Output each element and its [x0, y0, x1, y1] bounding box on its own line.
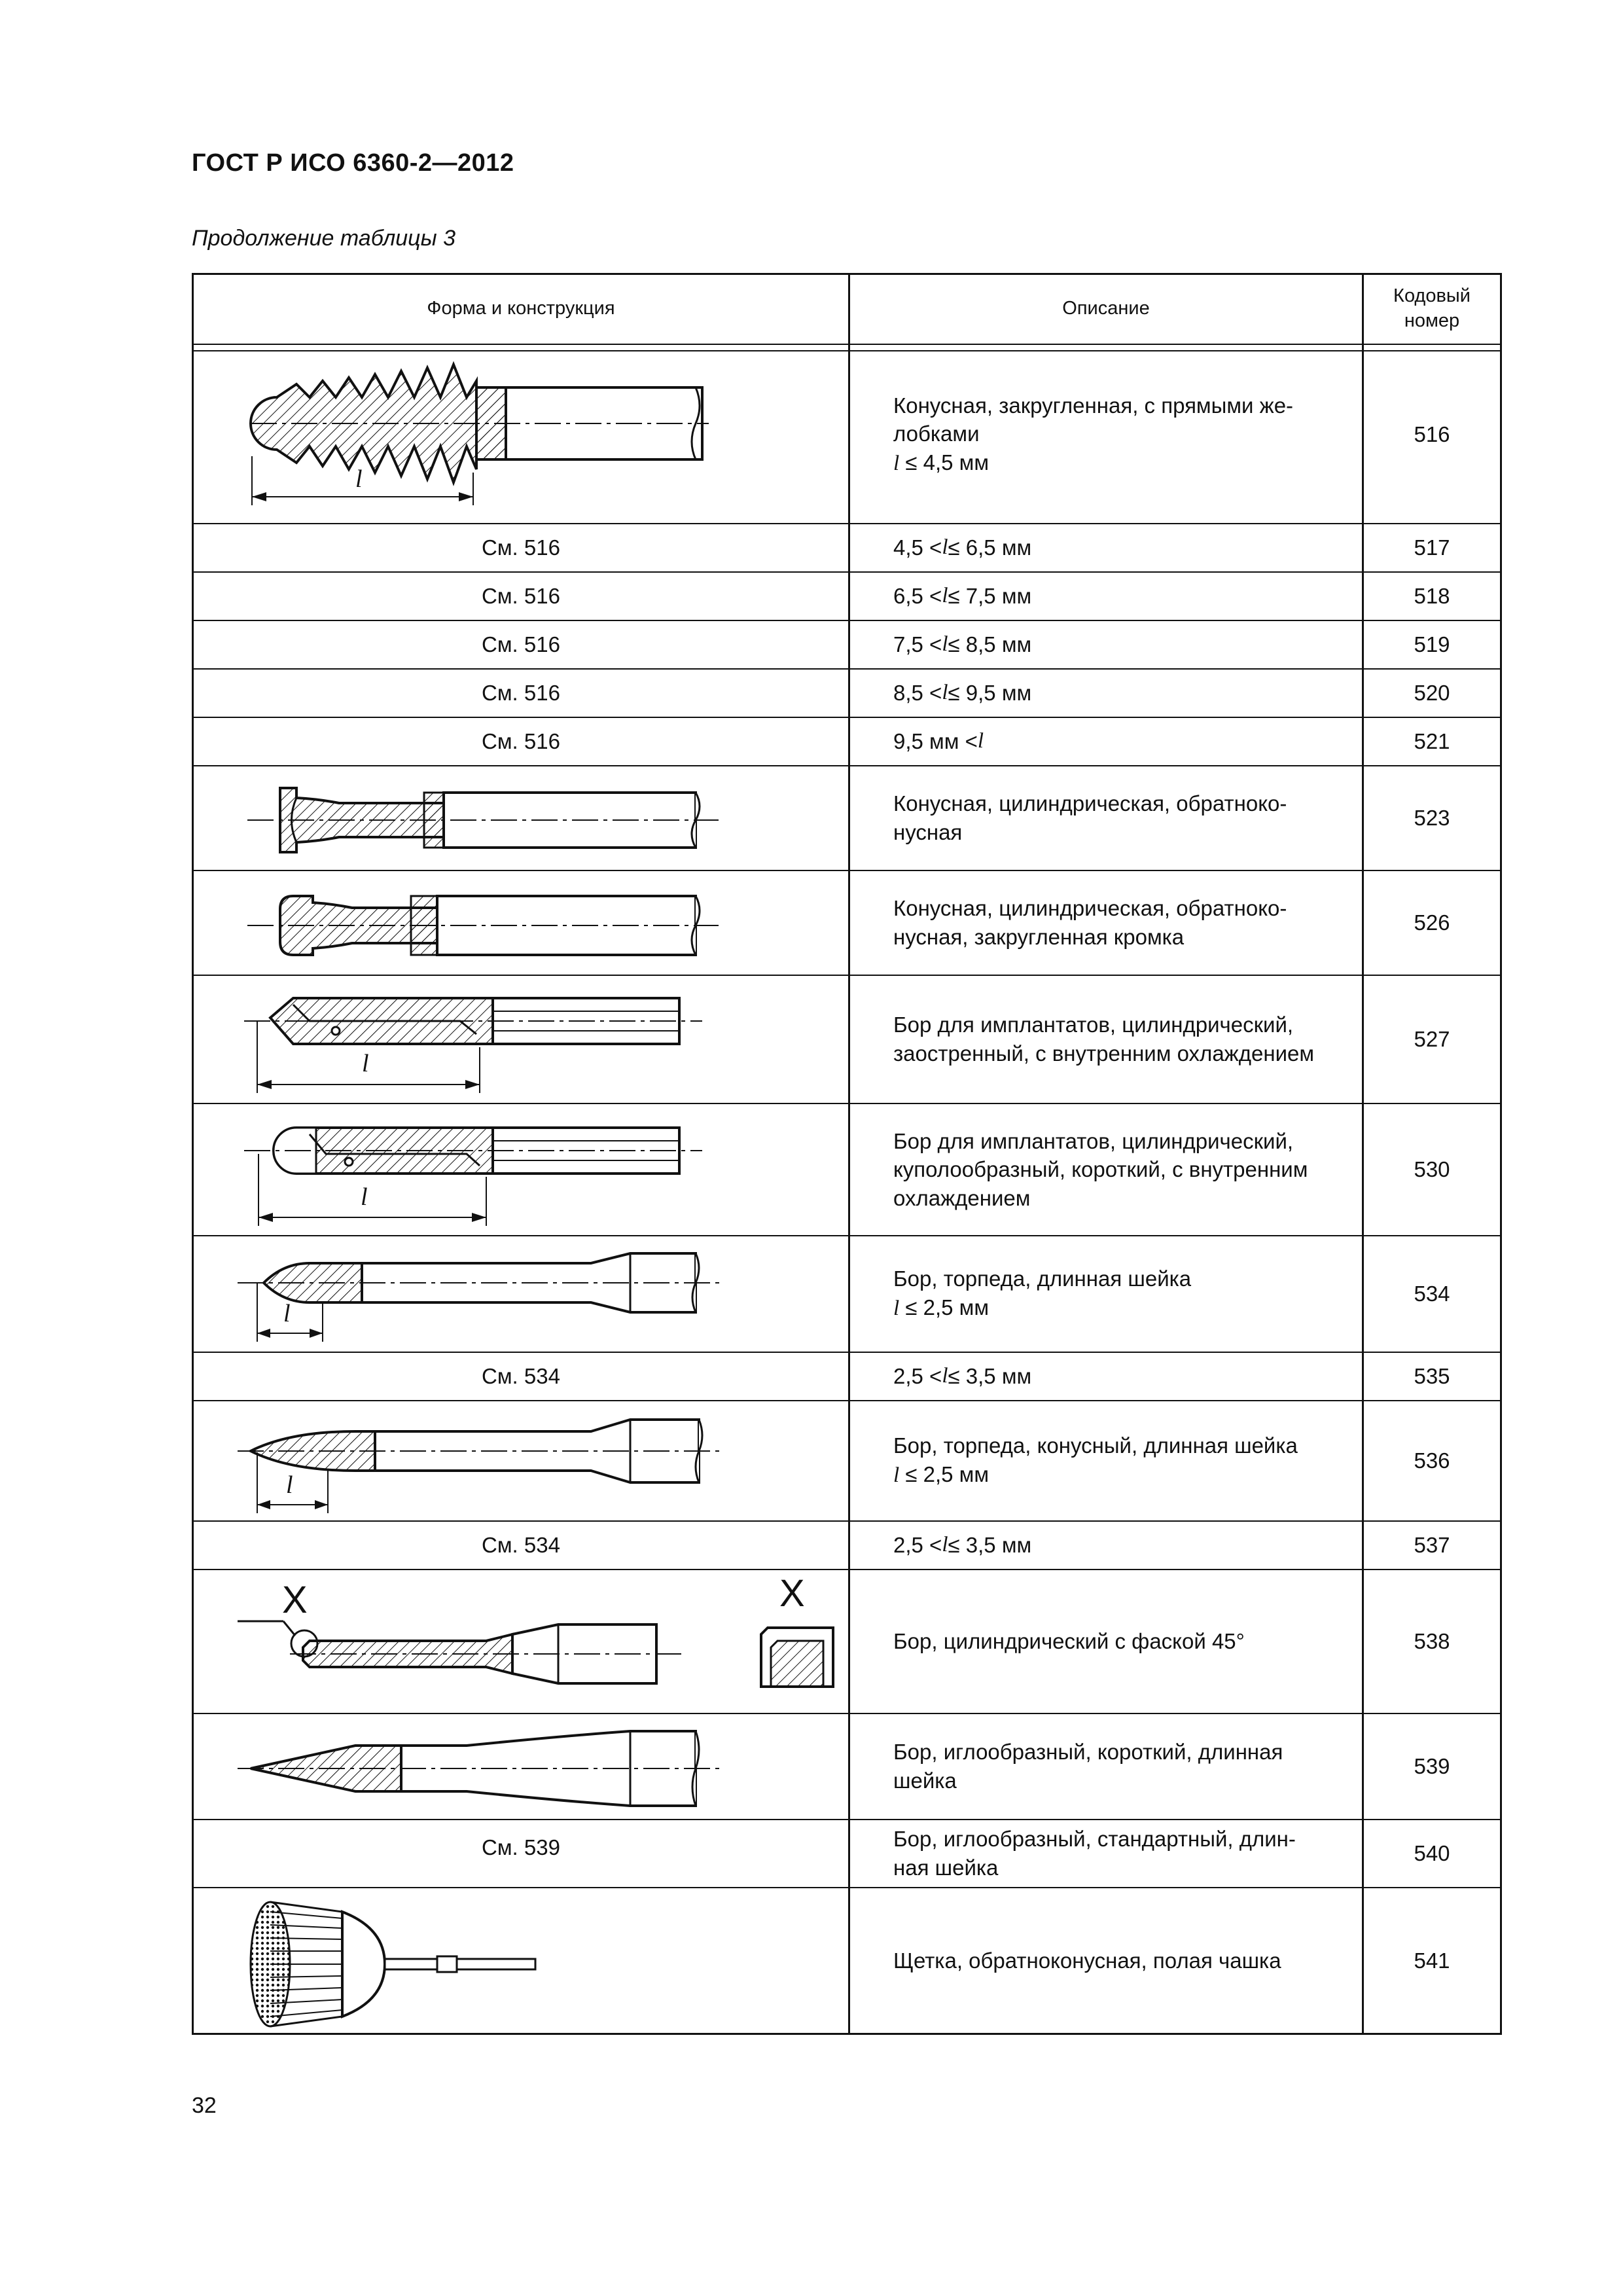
row-535-form-ref: См. 534: [482, 1364, 560, 1389]
row-536-code: 536: [1414, 1448, 1450, 1473]
description-line: Бор, торпеда, конусный, длинная шейка: [893, 1433, 1298, 1458]
row-539-description: [850, 1714, 1362, 1819]
description-line: нусная, закругленная кромка: [893, 925, 1185, 949]
torpedo-cone-bur-drawing: [238, 1412, 722, 1516]
row-526-code: 526: [1414, 910, 1450, 935]
header-code-line2: номер: [1404, 310, 1460, 331]
cylinder-inverted-cone-drawing: [247, 778, 719, 857]
row-516-code: 516: [1414, 422, 1450, 447]
row-535-code: 535: [1414, 1364, 1450, 1389]
description-line: Конусная, цилиндрическая, обратноко-: [893, 896, 1287, 921]
row-540-code: 540: [1414, 1841, 1450, 1866]
header-form: Форма и конструкция: [427, 297, 615, 319]
row-538-code: 538: [1414, 1629, 1450, 1654]
detail-view-label-x: X: [779, 1572, 805, 1615]
description-line: куполообразный, короткий, с внутренним: [893, 1157, 1308, 1182]
description-line: заостренный, с внутренним охлаждением: [893, 1041, 1315, 1066]
chamfer-cylinder-bur-drawing: [231, 1572, 833, 1710]
rounded-edge-cylinder-drawing: [247, 883, 719, 961]
row-520-form-ref: См. 516: [482, 681, 560, 706]
needle-bur-drawing: [238, 1726, 722, 1811]
document-title: ГОСТ Р ИСО 6360-2—2012: [192, 149, 514, 177]
description-line: l ≤ 2,5 мм: [893, 1295, 990, 1320]
row-520-code: 520: [1414, 681, 1450, 706]
row-519-form-ref: См. 516: [482, 632, 560, 657]
row-539-code: 539: [1414, 1754, 1450, 1779]
torpedo-bur-drawing: [238, 1247, 722, 1345]
row-538-description: Бор, цилиндрический с фаской 45°: [893, 1629, 1245, 1654]
row-521-description: 9,5 мм < l: [893, 729, 984, 754]
page-number: 32: [192, 2093, 217, 2118]
row-527-code: 527: [1414, 1027, 1450, 1052]
description-line: l ≤ 4,5 мм: [893, 450, 990, 475]
row-517-form-ref: См. 516: [482, 535, 560, 560]
row-520-description: 8,5 < l ≤ 9,5 мм: [893, 681, 1032, 706]
description-line: l ≤ 2,5 мм: [893, 1462, 990, 1487]
description-line: охлаждением: [893, 1185, 1031, 1210]
row-541-description: Щетка, обратноконусная, полая чашка: [893, 1948, 1281, 1973]
implant-dome-bur-drawing: [244, 1115, 702, 1229]
dimension-label-l: l: [355, 465, 363, 493]
row-536-description: [850, 1401, 1362, 1520]
brush-cup-drawing: [244, 1899, 545, 2030]
row-535-description: 2,5 < l ≤ 3,5 мм: [893, 1364, 1032, 1389]
row-534-description: [850, 1236, 1362, 1352]
dimension-label-l: l: [362, 1050, 369, 1077]
row-518-code: 518: [1414, 584, 1450, 609]
row-523-code: 523: [1414, 806, 1450, 831]
row-534-code: 534: [1414, 1282, 1450, 1306]
description-line: Бор для имплантатов, цилиндрический,: [893, 1128, 1294, 1153]
row-516-description: [850, 346, 1362, 523]
row-519-code: 519: [1414, 632, 1450, 657]
row-517-code: 517: [1414, 535, 1450, 560]
row-521-code: 521: [1414, 729, 1450, 754]
dimension-label-l: l: [361, 1183, 368, 1211]
row-537-form-ref: См. 534: [482, 1533, 560, 1558]
table-continuation-caption: Продолжение таблицы 3: [192, 226, 455, 251]
header-code-line1: Кодовый: [1393, 285, 1471, 306]
row-518-description: 6,5 < l ≤ 7,5 мм: [893, 584, 1032, 609]
description-line: лобками: [893, 422, 980, 446]
description-line: ная шейка: [893, 1856, 999, 1880]
row-517-description: 4,5 < l ≤ 6,5 мм: [893, 535, 1032, 560]
description-line: Бор, торпеда, длинная шейка: [893, 1266, 1192, 1291]
row-537-description: 2,5 < l ≤ 3,5 мм: [893, 1533, 1032, 1558]
dimension-label-l: l: [283, 1300, 291, 1327]
bur-table: [192, 273, 1502, 2035]
table-border-bottom: [192, 2033, 1502, 2035]
row-527-description: [850, 976, 1362, 1103]
header-description: Описание: [1062, 297, 1150, 319]
row-530-description: [850, 1104, 1362, 1235]
description-line: Конусная, цилиндрическая, обратноко-: [893, 791, 1287, 816]
description-line: Бор, иглообразный, короткий, длинная: [893, 1740, 1283, 1765]
row-523-description: [850, 766, 1362, 870]
grooved-cone-bur-drawing: [251, 358, 709, 515]
header-code: [1364, 273, 1500, 344]
row-530-code: 530: [1414, 1157, 1450, 1182]
row-540-description: [850, 1820, 1362, 1887]
dimension-label-l: l: [286, 1471, 293, 1499]
row-540-form-ref: См. 539: [482, 1835, 560, 1859]
row-537-code: 537: [1414, 1533, 1450, 1558]
description-line: Бор для имплантатов, цилиндрический,: [893, 1013, 1294, 1037]
description-line: Бор, иглообразный, стандартный, длин-: [893, 1827, 1296, 1852]
row-526-description: [850, 871, 1362, 975]
description-line: Конусная, закругленная, с прямыми же-: [893, 393, 1294, 418]
row-541-code: 541: [1414, 1948, 1450, 1973]
row-519-description: 7,5 < l ≤ 8,5 мм: [893, 632, 1032, 657]
description-line: нусная: [893, 820, 963, 844]
detail-view-marker-x: X: [282, 1579, 308, 1621]
description-line: шейка: [893, 1768, 957, 1793]
table-border-right: [1500, 273, 1502, 2035]
implant-pointed-bur-drawing: [244, 985, 702, 1096]
row-521-form-ref: См. 516: [482, 729, 560, 754]
row-518-form-ref: См. 516: [482, 584, 560, 609]
